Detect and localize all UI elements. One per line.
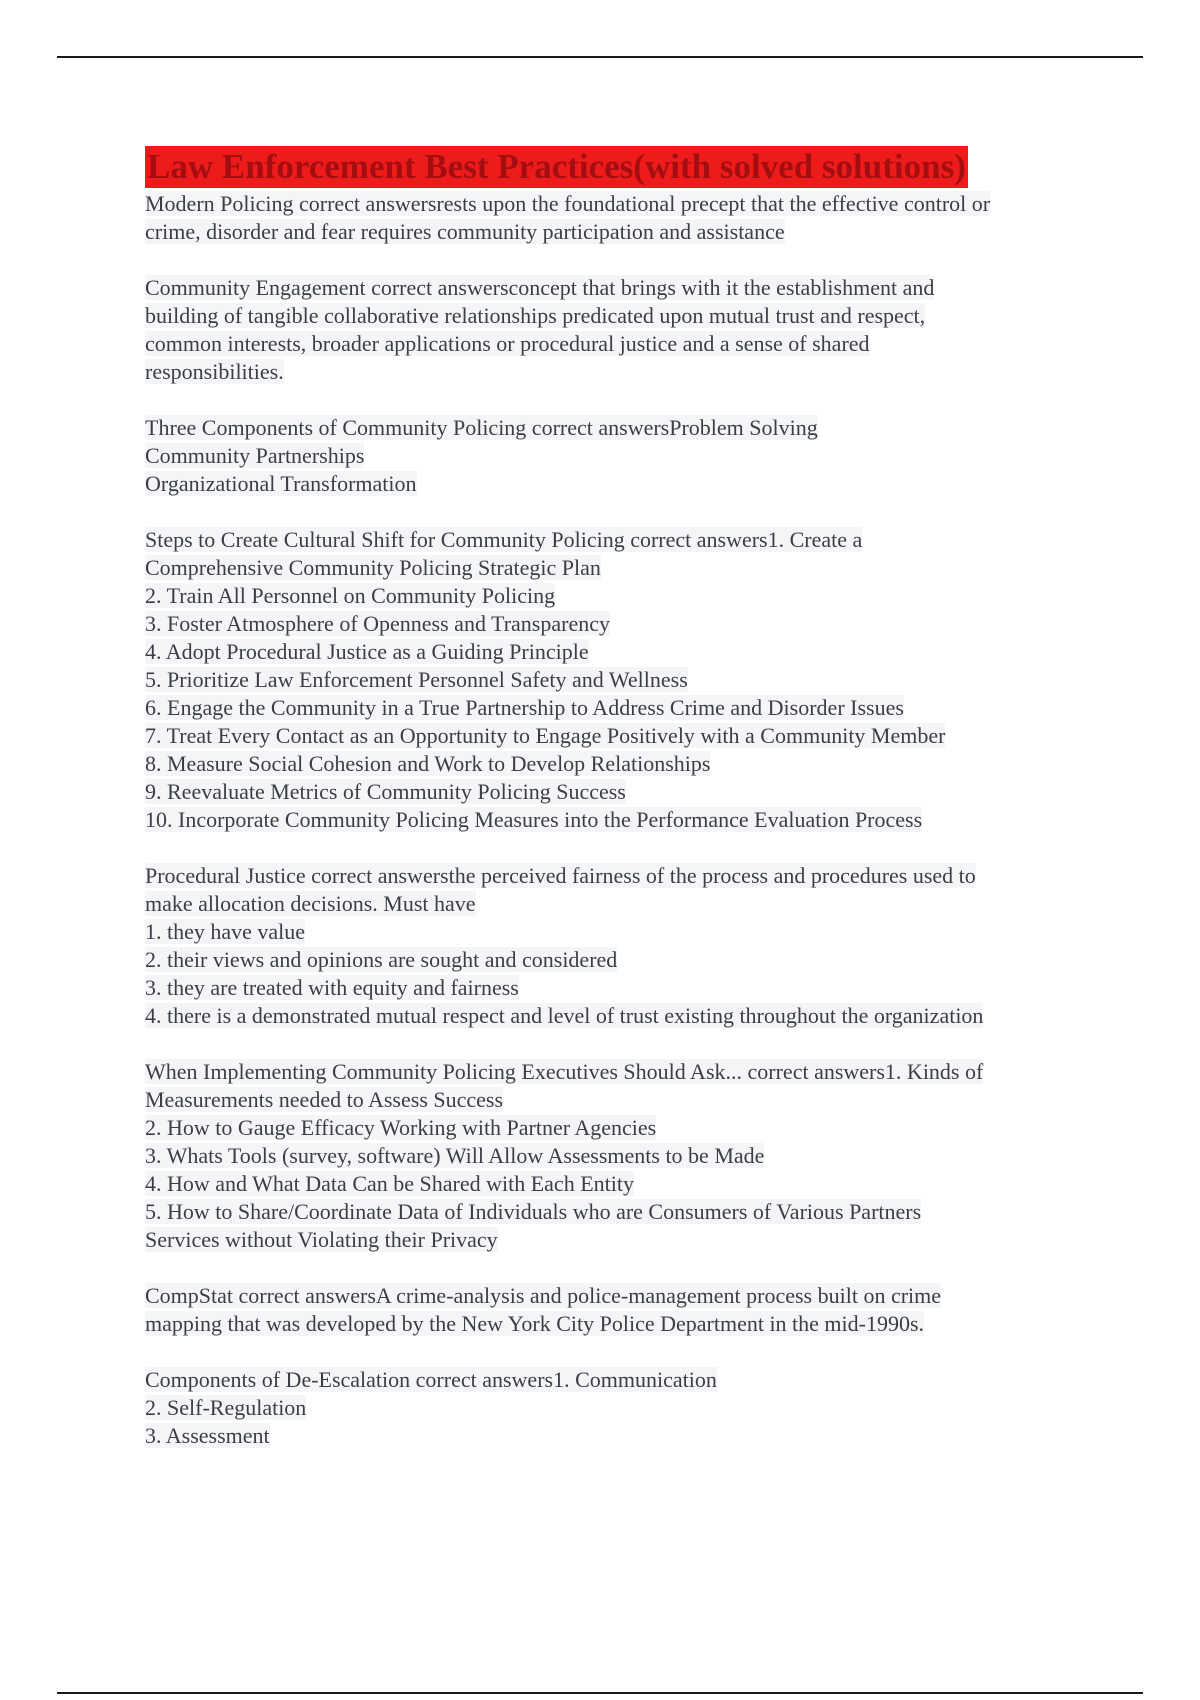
text-line (145, 638, 1085, 666)
qa-entry (145, 190, 1085, 246)
text-line (145, 1226, 1085, 1254)
qa-entry (145, 526, 1085, 834)
text-line-content: 3. Whats Tools (survey, software) Will Allow Assessments to be Made (145, 1143, 765, 1168)
text-line-content: 2. Train All Personnel on Community Policing (145, 583, 556, 608)
text-line-content: 4. there is a demonstrated mutual respect and level of trust existing throughout the organization (145, 1003, 984, 1028)
text-line-content: Comprehensive Community Policing Strategic Plan (145, 555, 601, 580)
text-line (145, 1310, 1085, 1338)
text-line (145, 1394, 1085, 1422)
text-line-content: building of tangible collaborative relationships predicated upon mutual trust and respect, (145, 303, 926, 328)
qa-entry (145, 862, 1085, 1030)
header-rule (57, 56, 1143, 58)
text-line (145, 946, 1085, 974)
text-line-content: When Implementing Community Policing Executives Should Ask... correct answers1. Kinds of (145, 1059, 984, 1084)
text-line (145, 750, 1085, 778)
text-line (145, 582, 1085, 610)
text-line (145, 722, 1085, 750)
text-line-content: Steps to Create Cultural Shift for Community Policing correct answers1. Create a (145, 527, 863, 552)
text-line-content: common interests, broader applications or procedural justice and a sense of shared (145, 331, 870, 356)
text-line-content: mapping that was developed by the New York City Police Department in the mid-1990s. (145, 1311, 925, 1336)
text-line (145, 890, 1085, 918)
text-line-content: 2. How to Gauge Efficacy Working with Partner Agencies (145, 1115, 657, 1140)
text-line (145, 862, 1085, 890)
text-line (145, 1058, 1085, 1086)
text-line (145, 974, 1085, 1002)
text-line (145, 190, 1085, 218)
text-line-content: Procedural Justice correct answersthe perceived fairness of the process and procedures used to (145, 863, 976, 888)
text-line-content: 2. their views and opinions are sought and considered (145, 947, 618, 972)
text-line (145, 218, 1085, 246)
text-line-content: Services without Violating their Privacy (145, 1227, 498, 1252)
text-line (145, 1198, 1085, 1226)
text-line (145, 1282, 1085, 1310)
text-line-content: 6. Engage the Community in a True Partnership to Address Crime and Disorder Issues (145, 695, 904, 720)
qa-entry (145, 1282, 1085, 1338)
qa-entries (145, 190, 1085, 1450)
document-title: Law Enforcement Best Practices(with solved solutions) (147, 147, 966, 186)
text-line (145, 918, 1085, 946)
text-line (145, 1086, 1085, 1114)
text-line-content: 4. How and What Data Can be Shared with Each Entity (145, 1171, 634, 1196)
text-line-content: 7. Treat Every Contact as an Opportunity to Engage Positively with a Community Member (145, 723, 946, 748)
text-line (145, 1422, 1085, 1450)
text-line-content: 9. Reevaluate Metrics of Community Policing Success (145, 779, 626, 804)
title-block (145, 146, 1085, 188)
text-line (145, 694, 1085, 722)
text-line-content: Community Engagement correct answersconcept that brings with it the establishment and (145, 275, 935, 300)
text-line (145, 330, 1085, 358)
text-line (145, 1366, 1085, 1394)
text-line-content: make allocation decisions. Must have (145, 891, 476, 916)
text-line (145, 274, 1085, 302)
text-line (145, 442, 1085, 470)
text-line-content: Organizational Transformation (145, 471, 417, 496)
text-line-content: 1. they have value (145, 919, 306, 944)
qa-entry (145, 274, 1085, 386)
text-line-content: 3. Assessment (145, 1423, 270, 1448)
footer-rule (57, 1692, 1143, 1694)
qa-entry (145, 1058, 1085, 1254)
text-line (145, 302, 1085, 330)
text-line-content: 3. Foster Atmosphere of Openness and Transparency (145, 611, 610, 636)
text-line (145, 806, 1085, 834)
text-line-content: 8. Measure Social Cohesion and Work to Develop Relationships (145, 751, 711, 776)
text-line (145, 1142, 1085, 1170)
text-line-content: 5. How to Share/Coordinate Data of Individuals who are Consumers of Various Partners (145, 1199, 922, 1224)
qa-entry (145, 1366, 1085, 1450)
text-line-content: responsibilities. (145, 359, 284, 384)
text-line-content: Modern Policing correct answersrests upon the foundational precept that the effective control or (145, 191, 991, 216)
text-line-content: crime, disorder and fear requires community participation and assistance (145, 219, 785, 244)
text-line (145, 1002, 1085, 1030)
text-line (145, 554, 1085, 582)
text-line (145, 358, 1085, 386)
document-body (145, 146, 1085, 1478)
text-line-content: Measurements needed to Assess Success (145, 1087, 504, 1112)
text-line-content: 3. they are treated with equity and fairness (145, 975, 519, 1000)
text-line (145, 1114, 1085, 1142)
text-line (145, 610, 1085, 638)
text-line-content: Components of De-Escalation correct answers1. Communication (145, 1367, 717, 1392)
text-line (145, 414, 1085, 442)
text-line (145, 526, 1085, 554)
text-line (145, 666, 1085, 694)
text-line-content: Three Components of Community Policing correct answersProblem Solving (145, 415, 818, 440)
text-line (145, 778, 1085, 806)
text-line-content: 4. Adopt Procedural Justice as a Guiding Principle (145, 639, 589, 664)
text-line-content: 2. Self-Regulation (145, 1395, 307, 1420)
text-line-content: 10. Incorporate Community Policing Measures into the Performance Evaluation Process (145, 807, 923, 832)
text-line-content: Community Partnerships (145, 443, 365, 468)
qa-entry (145, 414, 1085, 498)
text-line-content: 5. Prioritize Law Enforcement Personnel Safety and Wellness (145, 667, 688, 692)
text-line (145, 1170, 1085, 1198)
text-line-content: CompStat correct answersA crime-analysis and police-management process built on crime (145, 1283, 942, 1308)
text-line (145, 470, 1085, 498)
